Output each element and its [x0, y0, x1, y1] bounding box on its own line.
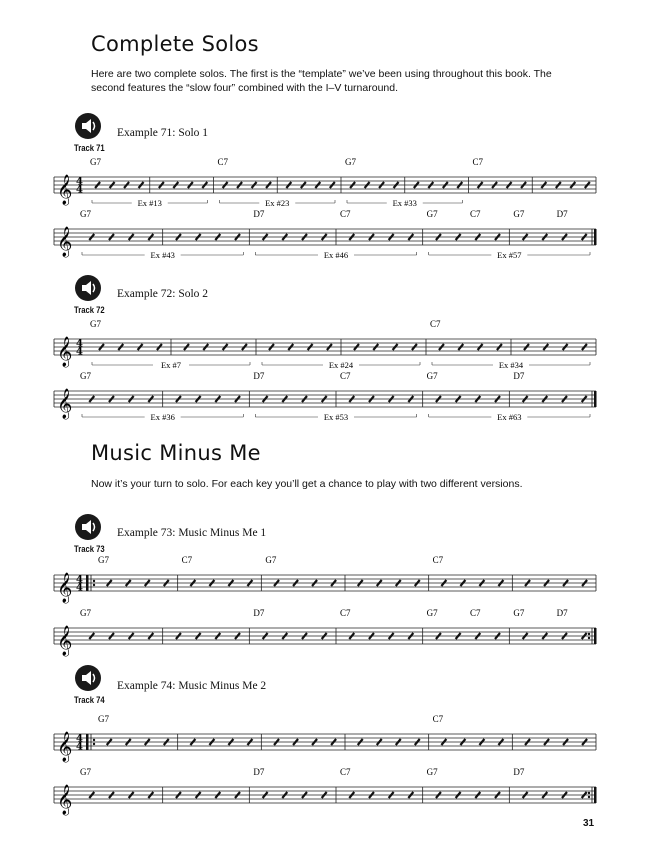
final-thick-bar	[594, 787, 597, 803]
example-title: Example 72: Solo 2	[117, 288, 209, 300]
example-reference-label: Ex #34	[498, 360, 524, 370]
example-reference-label: Ex #7	[160, 360, 182, 370]
section-title-complete-solos: Complete Solos	[91, 32, 259, 56]
example-reference-label: Ex #63	[497, 412, 522, 422]
chord-symbol: G7	[98, 714, 109, 724]
example-reference-label: Ex #53	[323, 412, 349, 422]
chord-symbol: C7	[340, 371, 351, 381]
notation-line	[0, 606, 648, 666]
example-title: Example 73: Music Minus Me 1	[117, 527, 267, 539]
treble-clef-icon: 𝄞	[57, 573, 73, 603]
notation-line	[0, 765, 648, 825]
chord-symbol: D7	[253, 767, 265, 777]
notation-line	[0, 553, 648, 613]
notation-line	[0, 317, 648, 377]
chord-symbol: G7	[265, 555, 277, 565]
audio-speaker-icon[interactable]	[74, 513, 102, 541]
chord-symbol: C7	[432, 555, 444, 565]
example-reference-label: Ex #23	[265, 198, 290, 208]
time-signature-bottom: 4	[76, 184, 83, 196]
chord-symbol: D7	[253, 608, 265, 618]
chord-symbol: D7	[556, 608, 568, 618]
example-title: Example 74: Music Minus Me 2	[117, 680, 267, 692]
track-label: Track 73	[74, 544, 105, 554]
audio-speaker-icon[interactable]	[74, 664, 102, 692]
chord-symbol: C7	[470, 608, 481, 618]
chord-symbol: C7	[340, 209, 351, 219]
example-reference-label: Ex #57	[497, 250, 522, 260]
repeat-thick-bar	[86, 734, 89, 750]
repeat-dot	[588, 637, 590, 639]
track-label: Track 74	[74, 695, 105, 705]
chord-symbol: D7	[556, 209, 568, 219]
example-reference-label: Ex #13	[137, 198, 162, 208]
audio-speaker-icon[interactable]	[74, 112, 102, 140]
chord-symbol: G7	[426, 767, 438, 777]
final-thick-bar	[594, 229, 597, 245]
treble-clef-icon: 𝄞	[57, 626, 73, 656]
chord-symbol: G7	[98, 555, 109, 565]
example-title: Example 71: Solo 1	[117, 127, 209, 139]
chord-symbol: G7	[80, 371, 91, 381]
treble-clef-icon: 𝄞	[57, 227, 73, 257]
treble-clef-icon: 𝄞	[57, 785, 73, 815]
chord-symbol: C7	[472, 157, 484, 167]
treble-clef-icon: 𝄞	[57, 389, 73, 419]
example-reference-label: Ex #46	[323, 250, 349, 260]
chord-symbol: C7	[470, 209, 481, 219]
chord-symbol: D7	[253, 209, 265, 219]
example-reference-label: Ex #33	[392, 198, 417, 208]
example-reference-label: Ex #24	[328, 360, 354, 370]
repeat-dot	[588, 796, 590, 798]
chord-symbol: G7	[513, 608, 525, 618]
treble-clef-icon: 𝄞	[57, 337, 73, 367]
time-signature-top: 4	[76, 176, 83, 188]
repeat-dot	[93, 580, 95, 582]
chord-symbol: G7	[80, 209, 91, 219]
chord-symbol: G7	[345, 157, 356, 167]
section-intro-complete-solos: Here are two complete solos. The first is the “template” we’ve been using throughout this book. The second features the “slow four” combined with the I–V turnaround.	[91, 68, 552, 94]
section-title-music-minus-me: Music Minus Me	[91, 441, 261, 465]
final-thick-bar	[594, 391, 597, 407]
repeat-thick-bar	[86, 575, 89, 591]
chord-symbol: D7	[513, 371, 525, 381]
chord-symbol: C7	[340, 608, 351, 618]
repeat-dot	[588, 633, 590, 635]
repeat-dot	[588, 792, 590, 794]
chord-symbol: D7	[253, 371, 265, 381]
notation-line	[0, 369, 648, 429]
notation-line	[0, 207, 648, 267]
final-thick-bar	[594, 628, 597, 644]
chord-symbol: C7	[430, 319, 441, 329]
section-intro-music-minus-me: Now it’s your turn to solo. For each key you’ll get a chance to play with two different versions.	[91, 478, 523, 490]
repeat-dot	[93, 739, 95, 741]
chord-symbol: C7	[181, 555, 193, 565]
repeat-dot	[93, 743, 95, 745]
treble-clef-icon: 𝄞	[57, 175, 73, 205]
example-reference-label: Ex #43	[150, 250, 175, 260]
chord-symbol: C7	[217, 157, 229, 167]
chord-symbol: G7	[426, 371, 438, 381]
audio-speaker-icon[interactable]	[74, 274, 102, 302]
chord-symbol: G7	[90, 319, 101, 329]
time-signature-bottom: 4	[76, 582, 83, 594]
chord-symbol: G7	[513, 209, 525, 219]
time-signature-bottom: 4	[76, 741, 83, 753]
time-signature-top: 4	[76, 338, 83, 350]
chord-symbol: G7	[426, 608, 438, 618]
repeat-dot	[93, 584, 95, 586]
chord-symbol: G7	[80, 608, 91, 618]
time-signature-bottom: 4	[76, 346, 83, 358]
chord-symbol: D7	[513, 767, 525, 777]
chord-symbol: C7	[432, 714, 444, 724]
chord-symbol: G7	[426, 209, 438, 219]
time-signature-top: 4	[76, 733, 83, 745]
chord-symbol: C7	[340, 767, 351, 777]
track-label: Track 72	[74, 305, 105, 315]
time-signature-top: 4	[76, 574, 83, 586]
example-reference-label: Ex #36	[150, 412, 175, 422]
chord-symbol: G7	[90, 157, 101, 167]
notation-line	[0, 155, 648, 215]
track-label: Track 71	[74, 143, 105, 153]
page-number: 31	[583, 818, 595, 829]
notation-line	[0, 712, 648, 772]
treble-clef-icon: 𝄞	[57, 732, 73, 762]
chord-symbol: G7	[80, 767, 91, 777]
